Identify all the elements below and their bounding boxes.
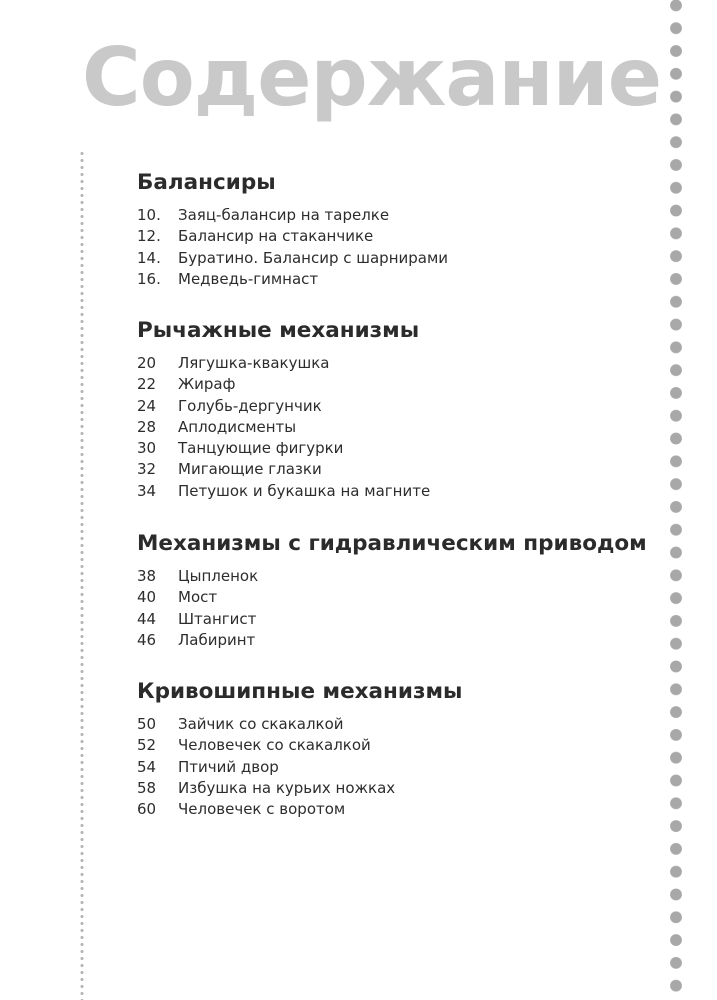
- page-number: 38: [137, 567, 157, 585]
- entry-label: Голубь-дергунчик: [178, 396, 322, 415]
- entry-label: Аплодисменты: [178, 417, 297, 436]
- entry-label: Мигающие глазки: [178, 460, 322, 479]
- toc-entry[interactable]: [137, 799, 657, 820]
- entry-label: Заяц-балансир на тарелке: [178, 206, 390, 224]
- toc-entry[interactable]: [137, 353, 657, 374]
- entry-label: Цыпленок: [178, 567, 259, 585]
- toc-entry[interactable]: [137, 205, 657, 226]
- page-number: 32: [137, 460, 157, 479]
- page-number: 24: [137, 396, 157, 415]
- toc-entry[interactable]: [137, 248, 657, 269]
- page-number: 14.: [137, 248, 161, 267]
- page-number: 16.: [137, 269, 161, 288]
- page-number: 12.: [137, 227, 161, 246]
- toc-entry[interactable]: [137, 714, 657, 735]
- page-number: 30: [137, 439, 157, 458]
- page-number: 54: [137, 757, 157, 776]
- toc-section-balancers: [137, 169, 657, 290]
- entry-label: Жираф: [178, 375, 236, 394]
- page-number: 10.: [137, 206, 161, 224]
- entry-label: Человечек с воротом: [178, 800, 346, 819]
- page-number: 52: [137, 736, 157, 755]
- section-title: Механизмы с гидравлическим приводом: [137, 531, 647, 556]
- page-number: 22: [137, 375, 157, 394]
- page-number: 20: [137, 354, 157, 372]
- toc-entry[interactable]: [137, 226, 657, 247]
- toc-entry[interactable]: [137, 566, 657, 587]
- entry-label: Танцующие фигурки: [178, 439, 344, 458]
- toc-entry[interactable]: [137, 735, 657, 756]
- toc-entry[interactable]: [137, 459, 657, 480]
- entry-label: Буратино. Балансир с шарнирами: [178, 248, 449, 267]
- entry-label: Лягушка-квакушка: [178, 354, 330, 372]
- toc-entry[interactable]: [137, 481, 657, 502]
- toc-entry[interactable]: [137, 417, 657, 438]
- dotted-margin-line: [80, 150, 84, 1000]
- toc-entry[interactable]: [137, 609, 657, 630]
- entry-label: Птичий двор: [178, 757, 279, 776]
- page-number: 50: [137, 715, 157, 733]
- toc-entry[interactable]: [137, 587, 657, 608]
- page-number: 28: [137, 417, 157, 436]
- entry-label: Зайчик со скакалкой: [178, 715, 344, 733]
- spiral-binding: [669, 0, 683, 1000]
- entry-label: Человечек со скакалкой: [178, 736, 371, 755]
- page-number: 58: [137, 778, 157, 797]
- entry-label: Мост: [178, 588, 218, 607]
- toc-section-crank-mechanisms: [137, 678, 657, 820]
- entry-label: Медведь-гимнаст: [178, 269, 319, 288]
- toc-entry[interactable]: [137, 757, 657, 778]
- page-number: 34: [137, 481, 157, 500]
- toc-section-hydraulic-mechanisms: [137, 530, 657, 651]
- toc-entry[interactable]: [137, 374, 657, 395]
- page-number: 40: [137, 588, 157, 607]
- toc-section-lever-mechanisms: [137, 317, 657, 502]
- section-title: Рычажные механизмы: [137, 318, 420, 343]
- section-title: Кривошипные механизмы: [137, 679, 463, 704]
- page-number: 44: [137, 609, 157, 628]
- section-title: Балансиры: [137, 170, 276, 195]
- toc-entry[interactable]: [137, 396, 657, 417]
- entry-label: Избушка на курьих ножках: [178, 778, 396, 797]
- entry-label: Балансир на стаканчике: [178, 227, 374, 246]
- toc-entry[interactable]: [137, 438, 657, 459]
- toc-entry[interactable]: [137, 630, 657, 651]
- entry-label: Петушок и букашка на магните: [178, 481, 431, 500]
- page-title: Содержание: [82, 31, 661, 124]
- entry-label: Штангист: [178, 609, 257, 628]
- toc-entry[interactable]: [137, 269, 657, 290]
- page-number: 46: [137, 630, 157, 649]
- entry-label: Лабиринт: [178, 630, 256, 649]
- toc-entry[interactable]: [137, 778, 657, 799]
- page-number: 60: [137, 800, 157, 819]
